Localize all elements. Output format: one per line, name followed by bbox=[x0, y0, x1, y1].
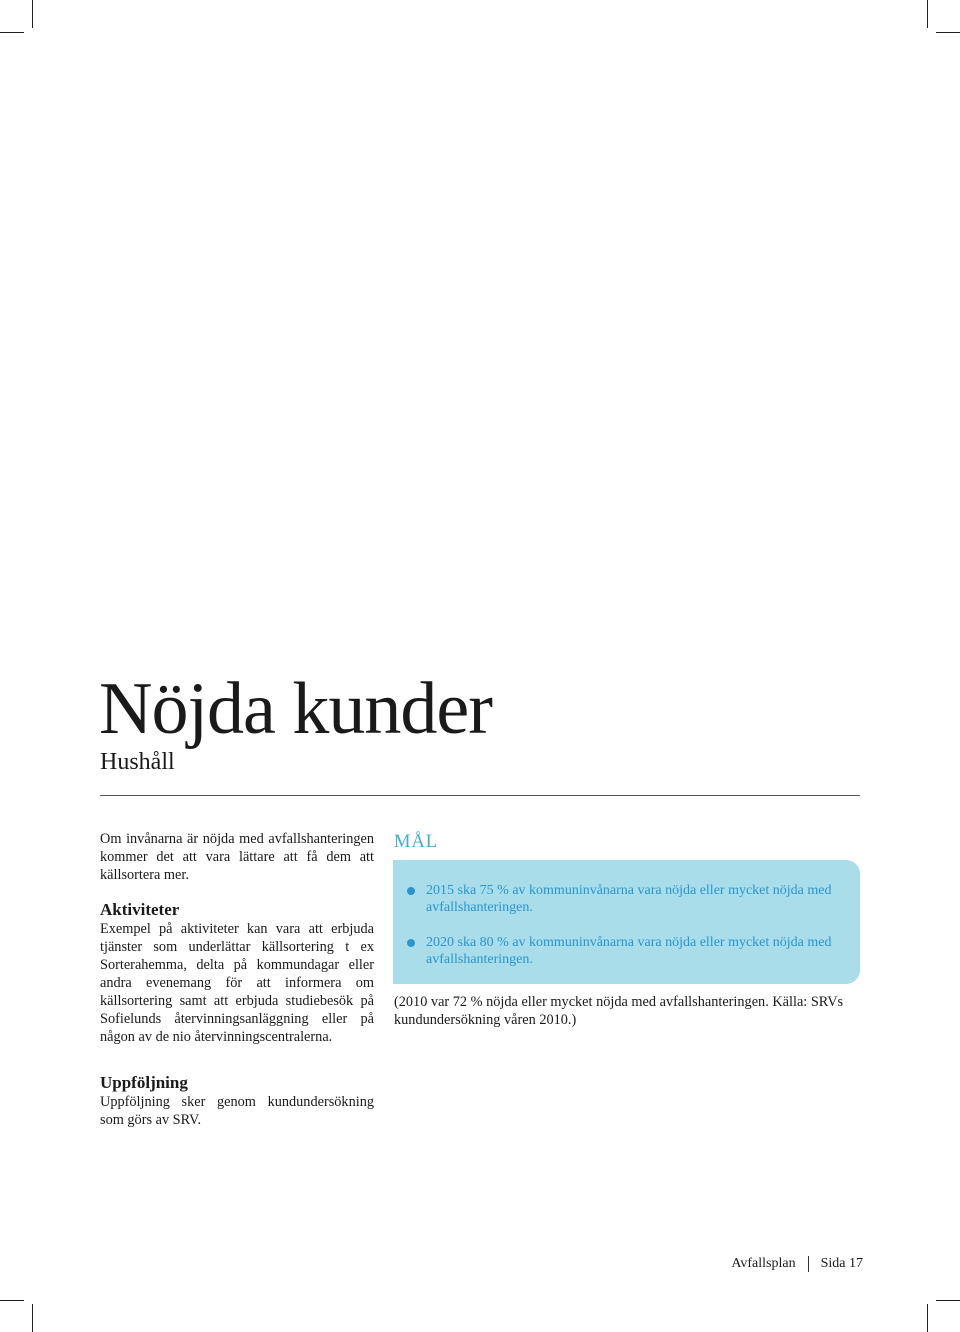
crop-mark-bottom-left bbox=[32, 1304, 33, 1332]
uppfoljning-section bbox=[100, 1073, 374, 1129]
goal-item bbox=[426, 882, 844, 916]
goals-list bbox=[393, 860, 860, 968]
crop-mark-bottom-left-h bbox=[0, 1300, 24, 1301]
footer-doc-name: Avfallsplan bbox=[731, 1256, 796, 1271]
goal-text: 2020 ska 80 % av kommuninvånarna vara nöjda eller mycket nöjda med avfallshanteringen. bbox=[426, 935, 832, 967]
footer-separator bbox=[808, 1256, 809, 1272]
goal-item bbox=[426, 934, 844, 968]
goal-note: (2010 var 72 % nöjda eller mycket nöjda med avfallshanteringen. Källa: SRVs kundundersökning våren 2010.) bbox=[394, 994, 844, 1028]
title-divider bbox=[100, 795, 860, 796]
crop-mark-bottom-right bbox=[927, 1304, 928, 1332]
page-title: Nöjda kunder bbox=[99, 668, 492, 750]
page-subtitle: Hushåll bbox=[100, 749, 175, 775]
uppfoljning-heading: Uppföljning bbox=[100, 1073, 188, 1092]
footer-page-number: Sida 17 bbox=[820, 1256, 863, 1271]
goal-text: 2015 ska 75 % av kommuninvånarna vara nöjda eller mycket nöjda med avfallshanteringen. bbox=[426, 883, 832, 915]
aktiviteter-text: Exempel på aktiviteter kan vara att erbjuda tjänster som underlättar källsortering t ex Sorterahemma, delta på kommundagar eller andra evenemang för att informera om källsortering samt att erbjuda studiebesök på Sofielunds återvinningsanläggning eller på någon av de nio återvinningscentralerna. bbox=[100, 921, 374, 1045]
goals-box bbox=[393, 860, 860, 984]
mal-heading: MÅL bbox=[394, 832, 439, 852]
aktiviteter-heading: Aktiviteter bbox=[100, 900, 180, 919]
crop-mark-bottom-right-h bbox=[936, 1300, 960, 1301]
crop-mark-top-left-h bbox=[0, 32, 24, 33]
page-footer bbox=[731, 1255, 863, 1273]
uppfoljning-text: Uppföljning sker genom kundundersökning som görs av SRV. bbox=[100, 1094, 374, 1128]
bullet-icon bbox=[407, 887, 415, 895]
left-column bbox=[100, 830, 374, 1046]
bullet-icon bbox=[407, 939, 415, 947]
crop-mark-top-right bbox=[927, 0, 928, 28]
intro-paragraph: Om invånarna är nöjda med avfallshanteringen kommer det att vara lättare att få dem att källsortera mer. bbox=[100, 831, 374, 883]
crop-mark-top-right-h bbox=[936, 32, 960, 33]
crop-mark-top-left bbox=[32, 0, 33, 28]
aktiviteter-section bbox=[100, 900, 374, 1046]
